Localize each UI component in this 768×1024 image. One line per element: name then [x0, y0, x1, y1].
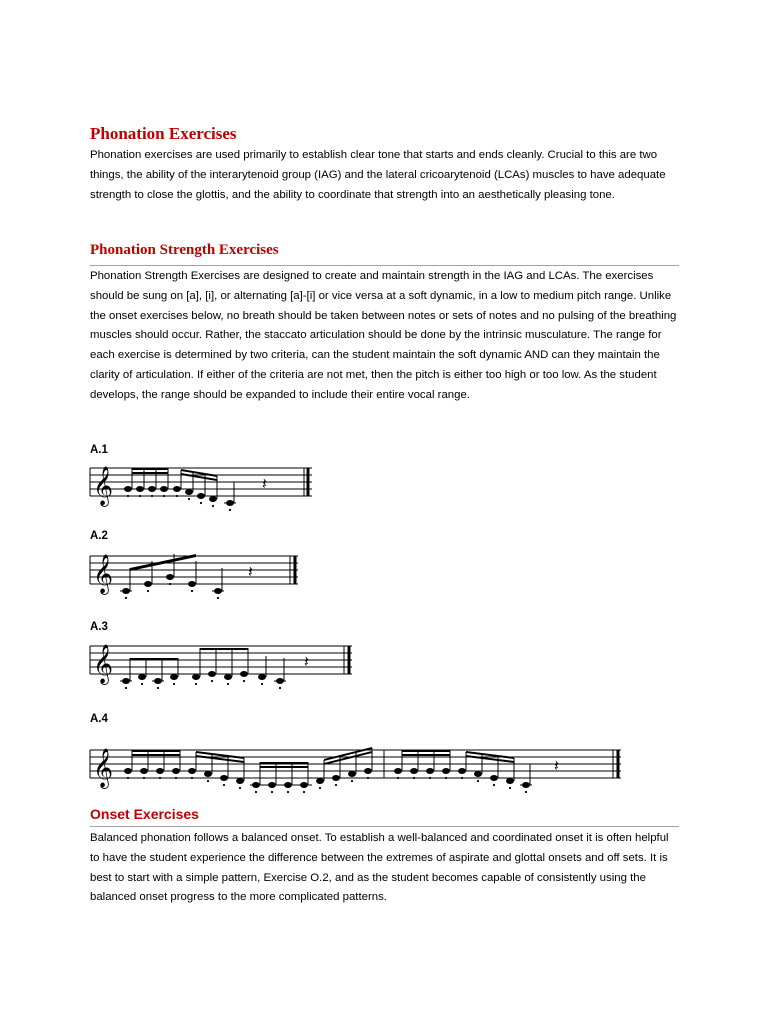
staccato-dot	[477, 780, 479, 782]
staccato-dot	[335, 784, 337, 786]
treble-clef-icon: 𝄞	[93, 644, 114, 684]
treble-clef-icon: 𝄞	[93, 466, 114, 506]
staccato-dot	[157, 687, 159, 689]
staccato-dot	[351, 780, 353, 782]
strength-paragraph: Phonation Strength Exercises are designed to create and maintain strength in the IAG and LCAs. The exercises should be sung on [a], [i], or alternating [a]-[i] or vice versa at a soft dynamic, in a low to medium pitch range. Unlike the onset exercises below, no breath should be taken between notes or sets of notes and no pulsing of the breathing muscles should occur. Rather, the staccato articulation should be done by the intrinsic musculature. The range for each exercise is determined by two criteria, can the student maintain the soft dynamic AND can they maintain the clarity of articulation. If either of the criteria are not met, then the pitch is either too high or too low. As the student develops, the range should be expanded to include their entire vocal range.	[90, 270, 677, 401]
staccato-dot	[143, 777, 145, 779]
staccato-dot	[271, 791, 273, 793]
staccato-dot	[217, 597, 219, 599]
staccato-dot	[195, 683, 197, 685]
section-heading-onset: Onset Exercises	[90, 806, 199, 822]
staccato-dot	[367, 777, 369, 779]
staccato-dot	[207, 780, 209, 782]
staccato-dot	[445, 777, 447, 779]
music-staff-a2	[90, 546, 305, 598]
exercise-label-a2: A.2	[90, 530, 108, 542]
staccato-dot	[176, 495, 178, 497]
staccato-dot	[191, 777, 193, 779]
section-divider	[90, 826, 679, 827]
staccato-dot	[169, 583, 171, 585]
staccato-dot	[239, 787, 241, 789]
staccato-dot	[212, 505, 214, 507]
staccato-dot	[429, 777, 431, 779]
staccato-dot	[229, 509, 231, 511]
staccato-dot	[147, 590, 149, 592]
staccato-dot	[163, 495, 165, 497]
staccato-dot	[319, 787, 321, 789]
exercise-label-a1: A.1	[90, 444, 108, 456]
staccato-dot	[188, 498, 190, 500]
staccato-dot	[200, 502, 202, 504]
staccato-dot	[173, 683, 175, 685]
staccato-dot	[413, 777, 415, 779]
staccato-dot	[279, 687, 281, 689]
staccato-dot	[141, 683, 143, 685]
intro-paragraph: Phonation exercises are used primarily to establish clear tone that starts and ends cleanly. Crucial to this are two things, the ability of the interarytenoid group (IAG) and the lateral cricoarytenoid (LCAs) muscles to have adequate strength to close the glottis, and the ability to coordinate that strength into an aesthetically pleasing tone.	[90, 149, 666, 201]
staccato-dot	[125, 687, 127, 689]
staccato-dot	[261, 683, 263, 685]
staccato-dot	[287, 791, 289, 793]
music-staff-a1	[90, 458, 320, 510]
staccato-dot	[397, 777, 399, 779]
section-divider	[90, 265, 679, 266]
svg-text:𝄽: 𝄽	[554, 758, 559, 775]
exercise-label-a4: A.4	[90, 713, 108, 725]
staccato-dot	[159, 777, 161, 779]
staccato-dot	[127, 495, 129, 497]
staccato-dot	[191, 590, 193, 592]
page-title: Phonation Exercises	[90, 124, 237, 143]
staccato-dot	[255, 791, 257, 793]
staccato-dot	[125, 597, 127, 599]
staccato-dot	[139, 495, 141, 497]
staccato-dot	[461, 777, 463, 779]
svg-text:𝄽: 𝄽	[248, 564, 253, 581]
onset-paragraph: Balanced phonation follows a balanced onset. To establish a well-balanced and coordinated onset it is often helpful to have the student experience the difference between the extremes of aspirate and glottal onsets and off sets. It is best to start with a simple pattern, Exercise O.2, and as the student becomes capable of consistently using the balanced onset progress to the more complicated patterns.	[90, 832, 669, 904]
staccato-dot	[227, 683, 229, 685]
music-staff-a4	[90, 740, 624, 792]
staccato-dot	[223, 784, 225, 786]
staccato-dot	[493, 784, 495, 786]
staccato-dot	[151, 495, 153, 497]
staccato-dot	[525, 791, 527, 793]
staccato-dot	[175, 777, 177, 779]
staccato-dot	[211, 680, 213, 682]
staccato-dot	[509, 787, 511, 789]
staccato-dot	[127, 777, 129, 779]
section-heading-strength: Phonation Strength Exercises	[90, 242, 279, 258]
treble-clef-icon: 𝄞	[93, 748, 114, 788]
note-group	[124, 468, 267, 511]
staccato-dot	[303, 791, 305, 793]
svg-text:𝄽: 𝄽	[262, 476, 267, 493]
exercise-label-a3: A.3	[90, 621, 108, 633]
treble-clef-icon: 𝄞	[93, 554, 114, 594]
music-staff-a3	[90, 636, 358, 688]
staccato-dot	[243, 680, 245, 682]
svg-text:𝄽: 𝄽	[304, 654, 309, 671]
